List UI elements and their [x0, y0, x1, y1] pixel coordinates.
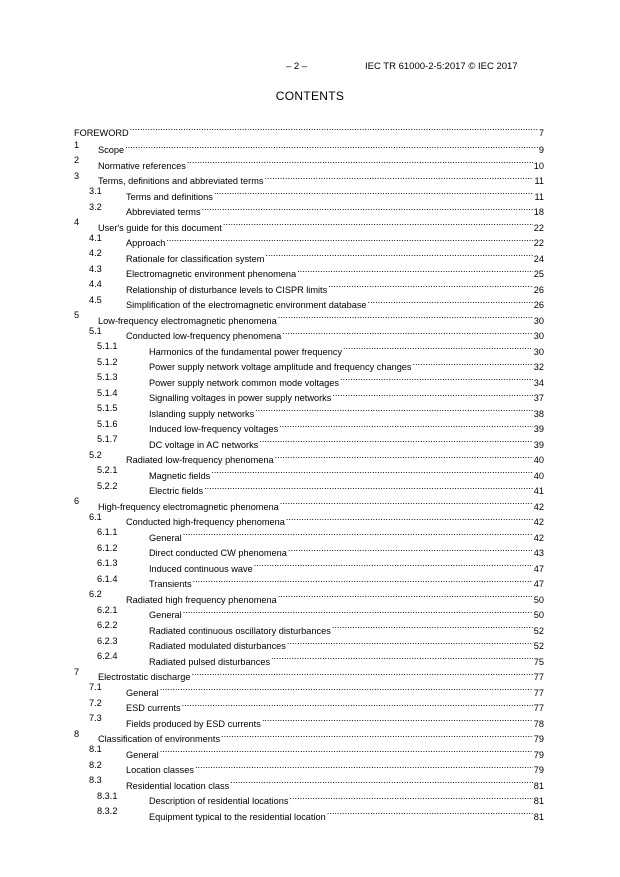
toc-entry-number: 8.1: [89, 744, 102, 754]
toc-entry-title: Power supply network common mode voltages: [149, 377, 339, 388]
toc-entry-page: 79: [533, 765, 544, 775]
toc-entry-number: 6.1: [89, 511, 102, 522]
toc-entry[interactable]: [74, 153, 544, 169]
toc-entry[interactable]: [74, 370, 544, 386]
dot-leader: [265, 246, 532, 262]
dot-leader: [332, 386, 532, 402]
toc-entry[interactable]: [74, 293, 544, 309]
toc-entry-page: 18: [533, 207, 544, 217]
toc-entry-page: 47: [533, 563, 544, 574]
toc-entry[interactable]: [74, 215, 544, 231]
toc-entry-title: Harmonics of the fundamental power frequency: [149, 346, 343, 357]
toc-entry[interactable]: [74, 246, 544, 262]
toc-entry-number: 5.1.1: [97, 341, 118, 351]
toc-entry-number: 4.4: [89, 279, 102, 289]
toc-entry-page: 43: [533, 548, 544, 558]
dot-leader: [368, 293, 533, 309]
toc-entry-page: 30: [533, 346, 544, 357]
toc-entry-number: 4.2: [89, 248, 102, 258]
dot-leader: [183, 603, 533, 619]
toc-entry[interactable]: [74, 339, 544, 355]
toc-entry-number: 1: [74, 139, 80, 150]
toc-entry-title: Electric fields: [149, 486, 204, 496]
toc-entry-page: 32: [533, 362, 544, 372]
toc-entry-page: 26: [533, 300, 544, 310]
toc-entry-page: 52: [533, 625, 544, 636]
toc-entry[interactable]: [74, 789, 544, 805]
toc-entry-page: 22: [533, 238, 544, 248]
toc-entry[interactable]: [74, 758, 544, 774]
toc-entry-page: 42: [533, 501, 544, 512]
dot-leader: [288, 541, 533, 557]
toc-entry-title: Magnetic fields: [149, 470, 211, 481]
toc-entry-number: 6.2.4: [97, 651, 118, 661]
toc-entry[interactable]: [74, 262, 544, 278]
toc-entry-title: Transients: [149, 579, 192, 589]
toc-entry-title: ESD currents: [126, 703, 181, 713]
toc-entry[interactable]: [74, 649, 544, 665]
toc-entry[interactable]: [74, 479, 544, 495]
toc-entry[interactable]: [74, 308, 544, 324]
toc-entry-page: 7: [538, 127, 544, 138]
dot-leader: [278, 587, 533, 603]
toc-entry-title: Induced continuous wave: [149, 563, 253, 574]
toc-entry-number: 5.1.6: [97, 418, 118, 429]
toc-entry[interactable]: [74, 355, 544, 371]
table-of-contents: [74, 120, 544, 820]
toc-entry-title: Direct conducted CW phenomena: [149, 548, 287, 558]
toc-entry-number: 5.1: [89, 325, 102, 336]
toc-entry-page: 10: [533, 160, 544, 171]
toc-entry-number: 5.1.2: [97, 356, 118, 367]
toc-entry[interactable]: [74, 541, 544, 557]
dot-leader: [287, 634, 533, 650]
toc-entry-title: Residential location class: [126, 780, 230, 791]
toc-entry[interactable]: [74, 804, 544, 820]
toc-entry[interactable]: [74, 386, 544, 402]
toc-entry-number: 5.1.5: [97, 403, 118, 413]
dot-leader: [327, 804, 533, 820]
dot-leader: [328, 277, 533, 293]
toc-entry-page: 26: [533, 284, 544, 295]
dot-leader: [221, 727, 533, 743]
toc-entry-page: 25: [533, 269, 544, 279]
dot-leader: [160, 742, 533, 758]
dot-leader: [204, 479, 533, 495]
toc-entry-page: 47: [533, 579, 544, 589]
toc-entry[interactable]: [74, 138, 544, 154]
toc-entry-number: 4.3: [89, 263, 102, 274]
dot-leader: [340, 370, 533, 386]
toc-entry-number: 6.1.4: [97, 573, 118, 584]
toc-entry[interactable]: [74, 742, 544, 758]
toc-entry[interactable]: [74, 680, 544, 696]
toc-entry-number: 8.3.1: [97, 790, 118, 801]
toc-entry-number: 3.1: [89, 186, 102, 196]
toc-entry-number: 8.3.2: [97, 806, 118, 816]
toc-entry-line: [149, 804, 544, 825]
dot-leader: [280, 494, 533, 510]
toc-entry-page: 30: [533, 315, 544, 326]
toc-entry-page: 11: [534, 176, 544, 186]
dot-leader: [125, 138, 538, 154]
toc-entry-title: Electromagnetic environment phenomena: [126, 269, 297, 279]
toc-entry-page: 40: [533, 455, 544, 465]
toc-entry-page: 11: [534, 191, 544, 202]
dot-leader: [255, 401, 533, 417]
toc-entry-page: 39: [533, 439, 544, 450]
dot-leader: [193, 572, 533, 588]
dot-leader: [187, 153, 533, 169]
toc-entry-page: 22: [533, 222, 544, 233]
dot-leader: [264, 169, 533, 185]
toc-entry-page: 30: [533, 331, 544, 341]
toc-entry-title: General: [149, 610, 182, 620]
dot-leader: [223, 215, 533, 231]
page-number: – 2 –: [286, 61, 308, 72]
toc-entry-number: 7.1: [89, 682, 102, 692]
toc-entry-page: 9: [538, 145, 544, 155]
toc-entry[interactable]: [74, 120, 544, 136]
toc-entry-page: 40: [533, 470, 544, 481]
dot-leader: [230, 773, 533, 789]
toc-entry-number: 6.2.2: [97, 620, 118, 630]
toc-entry-title: Fields produced by ESD currents: [126, 718, 261, 729]
toc-entry[interactable]: [74, 556, 544, 572]
toc-entry-title: Radiated low-frequency phenomena: [126, 455, 274, 465]
toc-entry-page: 50: [533, 610, 544, 620]
toc-entry-title: Terms and definitions: [126, 191, 213, 202]
toc-entry-page: 42: [533, 532, 544, 543]
toc-entry[interactable]: [74, 603, 544, 619]
toc-entry-title: Radiated modulated disturbances: [149, 641, 286, 651]
toc-entry-page: 77: [533, 672, 544, 682]
dot-leader: [191, 665, 532, 681]
toc-entry[interactable]: [74, 510, 544, 526]
toc-entry[interactable]: [74, 727, 544, 743]
toc-entry-title: DC voltage in AC networks: [149, 439, 259, 450]
toc-entry-number: 4.5: [89, 294, 102, 305]
toc-entry[interactable]: [74, 417, 544, 433]
dot-leader: [289, 789, 532, 805]
toc-entry[interactable]: [74, 572, 544, 588]
toc-entry-page: 50: [533, 594, 544, 605]
toc-entry-page: 75: [533, 656, 544, 667]
dot-leader: [278, 308, 533, 324]
toc-entry-number: 5.2: [89, 449, 102, 460]
toc-entry-number: 6: [74, 496, 80, 506]
toc-entry-page: 39: [533, 424, 544, 434]
dot-leader: [214, 184, 534, 200]
toc-entry-number: 8.2: [89, 759, 102, 770]
dot-leader: [262, 711, 533, 727]
toc-entry-page: 77: [533, 687, 544, 698]
toc-entry-title: Conducted low-frequency phenomena: [126, 331, 282, 341]
toc-entry-title: General: [126, 749, 159, 760]
toc-entry-page: 81: [533, 780, 544, 791]
toc-entry-page: 79: [533, 734, 544, 744]
toc-entry[interactable]: [74, 184, 544, 200]
toc-entry-page: 37: [533, 393, 544, 403]
toc-entry-title: Approach: [126, 238, 166, 248]
toc-entry-title: Low-frequency electromagnetic phenomena: [98, 315, 277, 326]
toc-entry[interactable]: [74, 696, 544, 712]
dot-leader: [211, 463, 532, 479]
toc-entry-title: Radiated pulsed disturbances: [149, 656, 271, 667]
dot-leader: [282, 324, 532, 340]
toc-entry-number: 3.2: [89, 201, 102, 212]
toc-entry-page: 41: [533, 486, 544, 496]
toc-entry[interactable]: [74, 448, 544, 464]
toc-entry-page: 77: [533, 703, 544, 713]
toc-entry[interactable]: [74, 587, 544, 603]
dot-leader: [160, 680, 533, 696]
toc-entry-page: 78: [533, 718, 544, 729]
dot-leader: [130, 120, 538, 136]
toc-entry-title: Conducted high-frequency phenomena: [126, 517, 285, 527]
toc-entry-title: Islanding supply networks: [149, 408, 255, 419]
dot-leader: [275, 448, 533, 464]
document-reference: IEC TR 61000-2-5:2017 © IEC 2017: [365, 61, 518, 72]
toc-entry-title: Radiated continuous oscillatory disturbances: [149, 625, 331, 636]
toc-entry-title: Normative references: [98, 160, 186, 171]
toc-entry-title: Radiated high frequency phenomena: [126, 594, 277, 605]
toc-entry-number: 6.2.3: [97, 635, 118, 646]
toc-entry-title: Relationship of disturbance levels to CISPR limits: [126, 284, 328, 295]
page-header: [0, 61, 620, 75]
toc-entry-page: 52: [533, 641, 544, 651]
toc-entry-number: 7.2: [89, 697, 102, 708]
toc-entry-number: 5: [74, 310, 80, 320]
toc-entry[interactable]: [74, 665, 544, 681]
toc-entry-title: Location classes: [126, 765, 194, 775]
toc-entry[interactable]: [74, 525, 544, 541]
dot-leader: [343, 339, 533, 355]
toc-entry-number: 5.2.1: [97, 465, 118, 475]
toc-entry-page: 81: [533, 796, 544, 806]
toc-entry-number: 5.1.3: [97, 372, 118, 382]
toc-entry-number: 6.2: [89, 589, 102, 599]
toc-entry-title: General: [126, 687, 159, 698]
toc-entry-title: Simplification of the electromagnetic environment database: [126, 300, 367, 310]
toc-entry-number: 8: [74, 728, 80, 739]
toc-entry-number: 6.1.1: [97, 527, 118, 537]
toc-entry-number: 7.3: [89, 713, 102, 723]
toc-entry-title: Scope: [98, 145, 125, 155]
toc-entry[interactable]: [74, 494, 544, 510]
dot-leader: [259, 432, 532, 448]
toc-entry-number: 5.2.2: [97, 480, 118, 491]
toc-entry-number: 5.1.4: [97, 387, 118, 398]
dot-leader: [286, 510, 533, 526]
toc-entry[interactable]: [74, 618, 544, 634]
toc-entry-title: Abbreviated terms: [126, 207, 201, 217]
toc-entry[interactable]: [74, 231, 544, 247]
toc-entry-number: 3: [74, 170, 80, 181]
toc-entry[interactable]: [74, 463, 544, 479]
toc-entry-title: Power supply network voltage amplitude and frequency changes: [149, 362, 412, 372]
dot-leader: [166, 231, 532, 247]
toc-entry-title: General: [149, 532, 182, 543]
toc-entry[interactable]: [74, 711, 544, 727]
toc-entry-title: Description of residential locations: [149, 796, 289, 806]
toc-entry-number: 4: [74, 217, 80, 227]
dot-leader: [195, 758, 533, 774]
toc-entry-title: Rationale for classification system: [126, 253, 265, 264]
toc-entry[interactable]: [74, 773, 544, 789]
toc-entry-page: 34: [533, 377, 544, 388]
toc-entry[interactable]: [74, 277, 544, 293]
toc-entry-number: 7: [74, 666, 80, 677]
toc-entry-title: Terms, definitions and abbreviated terms: [98, 176, 264, 186]
dot-leader: [254, 556, 533, 572]
toc-entry[interactable]: [74, 169, 544, 185]
toc-entry-page: 79: [533, 749, 544, 760]
dot-leader: [413, 355, 533, 371]
toc-entry[interactable]: [74, 432, 544, 448]
toc-entry-page: 24: [533, 253, 544, 264]
dot-leader: [202, 200, 533, 216]
toc-entry[interactable]: [74, 324, 544, 340]
toc-entry[interactable]: [74, 634, 544, 650]
toc-entry-title: Classification of environments: [98, 734, 221, 744]
toc-entry-title: User's guide for this document: [98, 222, 222, 233]
toc-entry-number: 4.1: [89, 232, 102, 243]
toc-entry-title: Electrostatic discharge: [98, 672, 191, 682]
toc-entry-number: 2: [74, 155, 80, 165]
toc-entry[interactable]: [74, 401, 544, 417]
toc-entry-number: 6.1.3: [97, 558, 118, 568]
toc-entry-number: 6.1.2: [97, 542, 118, 553]
dot-leader: [297, 262, 533, 278]
toc-entry-number: 5.1.7: [97, 434, 118, 444]
toc-entry-title: Equipment typical to the residential location: [149, 811, 326, 822]
toc-entry-title: High-frequency electromagnetic phenomena: [98, 501, 279, 512]
toc-entry-page: 81: [533, 811, 544, 822]
dot-leader: [271, 649, 533, 665]
page-title: CONTENTS: [275, 89, 345, 103]
toc-entry[interactable]: [74, 200, 544, 216]
toc-entry-title: Induced low-frequency voltages: [149, 424, 279, 434]
toc-entry-number: 6.2.1: [97, 604, 118, 615]
toc-entry-title: Signalling voltages in power supply networks: [149, 393, 332, 403]
dot-leader: [332, 618, 533, 634]
toc-entry-number: 8.3: [89, 775, 102, 785]
toc-entry-page: 38: [533, 408, 544, 419]
dot-leader: [182, 696, 533, 712]
dot-leader: [279, 417, 533, 433]
dot-leader: [183, 525, 533, 541]
toc-entry-title: FOREWORD: [74, 127, 129, 138]
toc-entry-page: 42: [533, 517, 544, 527]
